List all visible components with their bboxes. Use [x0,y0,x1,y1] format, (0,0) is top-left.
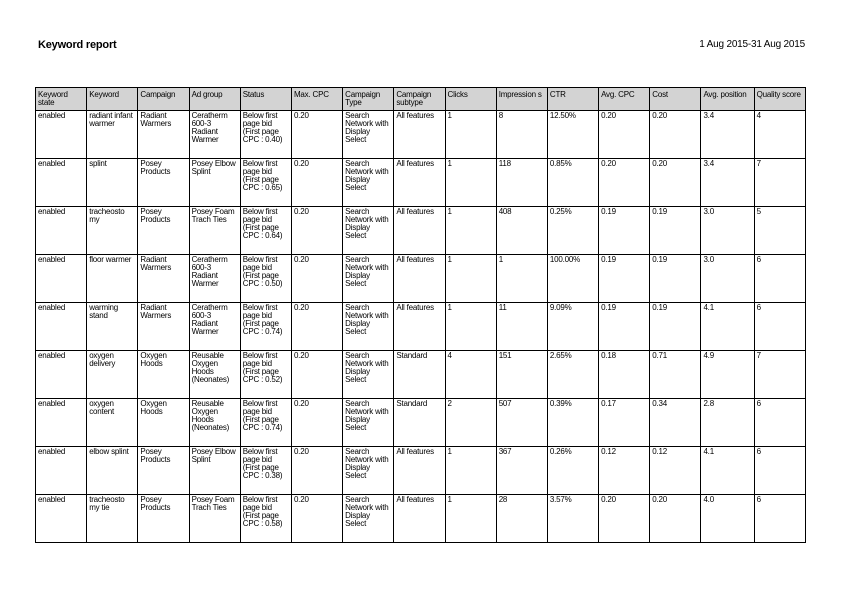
table-cell: 3.4 [701,159,754,207]
table-cell: 1 [445,255,496,303]
table-cell: 0.12 [650,447,701,495]
table-cell: 3.0 [701,207,754,255]
table-cell: Search Network with Display Select [343,399,394,447]
table-cell: floor warmer [87,255,138,303]
table-cell: 3.0 [701,255,754,303]
table-cell: Below first page bid (First page CPC : 0.64) [240,207,291,255]
col-campaign-subtype: Campaign subtype [394,88,445,111]
table-cell: 7 [754,351,805,399]
table-cell: Posey Products [138,159,189,207]
table-cell: Search Network with Display Select [343,351,394,399]
table-body [36,111,806,543]
table-cell: Search Network with Display Select [343,255,394,303]
table-cell: 4 [754,111,805,159]
table-cell: 0.20 [291,495,342,543]
table-cell: 1 [445,207,496,255]
table-cell: 0.19 [650,303,701,351]
table-cell: Below first page bid (First page CPC : 0.65) [240,159,291,207]
col-campaign-type: Campaign Type [343,88,394,111]
table-cell: All features [394,111,445,159]
table-cell: Radiant Warmers [138,303,189,351]
table-row [36,351,806,399]
table-row [36,303,806,351]
table-cell: enabled [36,207,87,255]
table-cell: 0.20 [291,351,342,399]
table-cell: 2 [445,399,496,447]
table-cell: 3.4 [701,111,754,159]
table-cell: tracheosto my tie [87,495,138,543]
table-row [36,111,806,159]
table-cell: 0.20 [291,255,342,303]
table-cell: Below first page bid (First page CPC : 0.38) [240,447,291,495]
table-cell: 151 [496,351,547,399]
table-cell: 0.85% [547,159,598,207]
table-cell: warming stand [87,303,138,351]
table-row [36,255,806,303]
table-cell: 0.19 [599,303,650,351]
table-cell: Reusable Oxygen Hoods (Neonates) [189,399,240,447]
table-cell: Search Network with Display Select [343,159,394,207]
table-cell: Below first page bid (First page CPC : 0.58) [240,495,291,543]
table-cell: 7 [754,159,805,207]
table-cell: 0.20 [291,303,342,351]
table-cell: 1 [445,495,496,543]
table-cell: 0.20 [599,159,650,207]
table-cell: Standard [394,399,445,447]
table-cell: Posey Products [138,447,189,495]
table-cell: 1 [445,159,496,207]
table-cell: 118 [496,159,547,207]
table-cell: Below first page bid (First page CPC : 0.50) [240,255,291,303]
table-cell: tracheosto my [87,207,138,255]
table-cell: enabled [36,303,87,351]
table-cell: Oxygen Hoods [138,351,189,399]
report-title: Keyword report [38,39,117,51]
table-cell: 1 [445,111,496,159]
table-cell: Posey Products [138,495,189,543]
table-cell: 4.1 [701,303,754,351]
table-cell: 367 [496,447,547,495]
table-cell: 0.26% [547,447,598,495]
table-cell: Ceratherm 600-3 Radiant Warmer [189,255,240,303]
table-cell: 100.00% [547,255,598,303]
table-cell: 0.19 [599,255,650,303]
table-cell: enabled [36,447,87,495]
table-cell: 6 [754,255,805,303]
table-cell: enabled [36,399,87,447]
table-cell: oxygen delivery [87,351,138,399]
table-cell: 0.20 [291,447,342,495]
col-ad-group: Ad group [189,88,240,111]
table-cell: Reusable Oxygen Hoods (Neonates) [189,351,240,399]
table-cell: Posey Elbow Splint [189,447,240,495]
table-cell: 0.20 [291,159,342,207]
table-cell: Posey Foam Trach Ties [189,495,240,543]
table-cell: Radiant Warmers [138,111,189,159]
table-cell: All features [394,255,445,303]
table-cell: 0.20 [650,159,701,207]
col-status: Status [240,88,291,111]
table-cell: Below first page bid (First page CPC : 0.40) [240,111,291,159]
col-quality-score: Quality score [754,88,805,111]
col-clicks: Clicks [445,88,496,111]
table-cell: 4 [445,351,496,399]
table-cell: Ceratherm 600-3 Radiant Warmer [189,303,240,351]
table-cell: 8 [496,111,547,159]
table-cell: All features [394,447,445,495]
table-cell: 0.20 [291,111,342,159]
table-cell: radiant infant warmer [87,111,138,159]
table-cell: All features [394,495,445,543]
col-impressions: Impression s [496,88,547,111]
table-cell: 4.9 [701,351,754,399]
col-campaign: Campaign [138,88,189,111]
col-max-cpc: Max. CPC [291,88,342,111]
col-avg-position: Avg. position [701,88,754,111]
table-cell: 1 [496,255,547,303]
col-keyword-state: Keyword state [36,88,87,111]
table-cell: splint [87,159,138,207]
table-cell: 6 [754,495,805,543]
table-cell: Search Network with Display Select [343,495,394,543]
table-cell: 6 [754,447,805,495]
table-cell: Oxygen Hoods [138,399,189,447]
table-cell: 0.34 [650,399,701,447]
table-cell: 0.20 [650,495,701,543]
table-cell: 2.65% [547,351,598,399]
table-cell: 0.39% [547,399,598,447]
table-cell: Search Network with Display Select [343,447,394,495]
table-cell: 0.20 [599,495,650,543]
table-cell: 0.12 [599,447,650,495]
table-cell: Ceratherm 600-3 Radiant Warmer [189,111,240,159]
col-cost: Cost [650,88,701,111]
header-row [36,88,806,111]
table-cell: enabled [36,351,87,399]
table-cell: All features [394,207,445,255]
table-cell: 408 [496,207,547,255]
table-row [36,495,806,543]
table-cell: 5 [754,207,805,255]
table-cell: 0.20 [291,207,342,255]
table-cell: Posey Foam Trach Ties [189,207,240,255]
table-cell: Below first page bid (First page CPC : 0.74) [240,303,291,351]
table-row [36,207,806,255]
col-ctr: CTR [547,88,598,111]
table-cell: All features [394,303,445,351]
table-cell: 0.20 [291,399,342,447]
table-cell: Below first page bid (First page CPC : 0.74) [240,399,291,447]
table-cell: Radiant Warmers [138,255,189,303]
table-cell: Posey Products [138,207,189,255]
table-cell: enabled [36,159,87,207]
col-avg-cpc: Avg. CPC [599,88,650,111]
table-cell: Search Network with Display Select [343,111,394,159]
table-row [36,159,806,207]
table-cell: 3.57% [547,495,598,543]
table-cell: 6 [754,303,805,351]
table-cell: 0.17 [599,399,650,447]
table-cell: 1 [445,303,496,351]
table-cell: All features [394,159,445,207]
table-cell: 4.0 [701,495,754,543]
table-cell: 0.18 [599,351,650,399]
table-cell: elbow splint [87,447,138,495]
table-cell: 2.8 [701,399,754,447]
table-cell: Posey Elbow Splint [189,159,240,207]
table-cell: 6 [754,399,805,447]
table-cell: oxygen content [87,399,138,447]
table-cell: 0.19 [650,255,701,303]
keyword-table [35,87,806,543]
table-row [36,447,806,495]
table-cell: 28 [496,495,547,543]
col-keyword: Keyword [87,88,138,111]
table-cell: enabled [36,255,87,303]
table-cell: enabled [36,111,87,159]
table-cell: 11 [496,303,547,351]
table-cell: enabled [36,495,87,543]
table-cell: Search Network with Display Select [343,207,394,255]
table-cell: 9.09% [547,303,598,351]
table-cell: 507 [496,399,547,447]
table-cell: Below first page bid (First page CPC : 0.52) [240,351,291,399]
table-cell: Standard [394,351,445,399]
table-cell: Search Network with Display Select [343,303,394,351]
table-cell: 0.71 [650,351,701,399]
table-cell: 0.19 [650,207,701,255]
table-cell: 1 [445,447,496,495]
table-cell: 4.1 [701,447,754,495]
date-range: 1 Aug 2015-31 Aug 2015 [699,39,805,50]
table-cell: 0.20 [650,111,701,159]
table-cell: 0.25% [547,207,598,255]
table-cell: 12.50% [547,111,598,159]
table-cell: 0.20 [599,111,650,159]
table-cell: 0.19 [599,207,650,255]
table-row [36,399,806,447]
